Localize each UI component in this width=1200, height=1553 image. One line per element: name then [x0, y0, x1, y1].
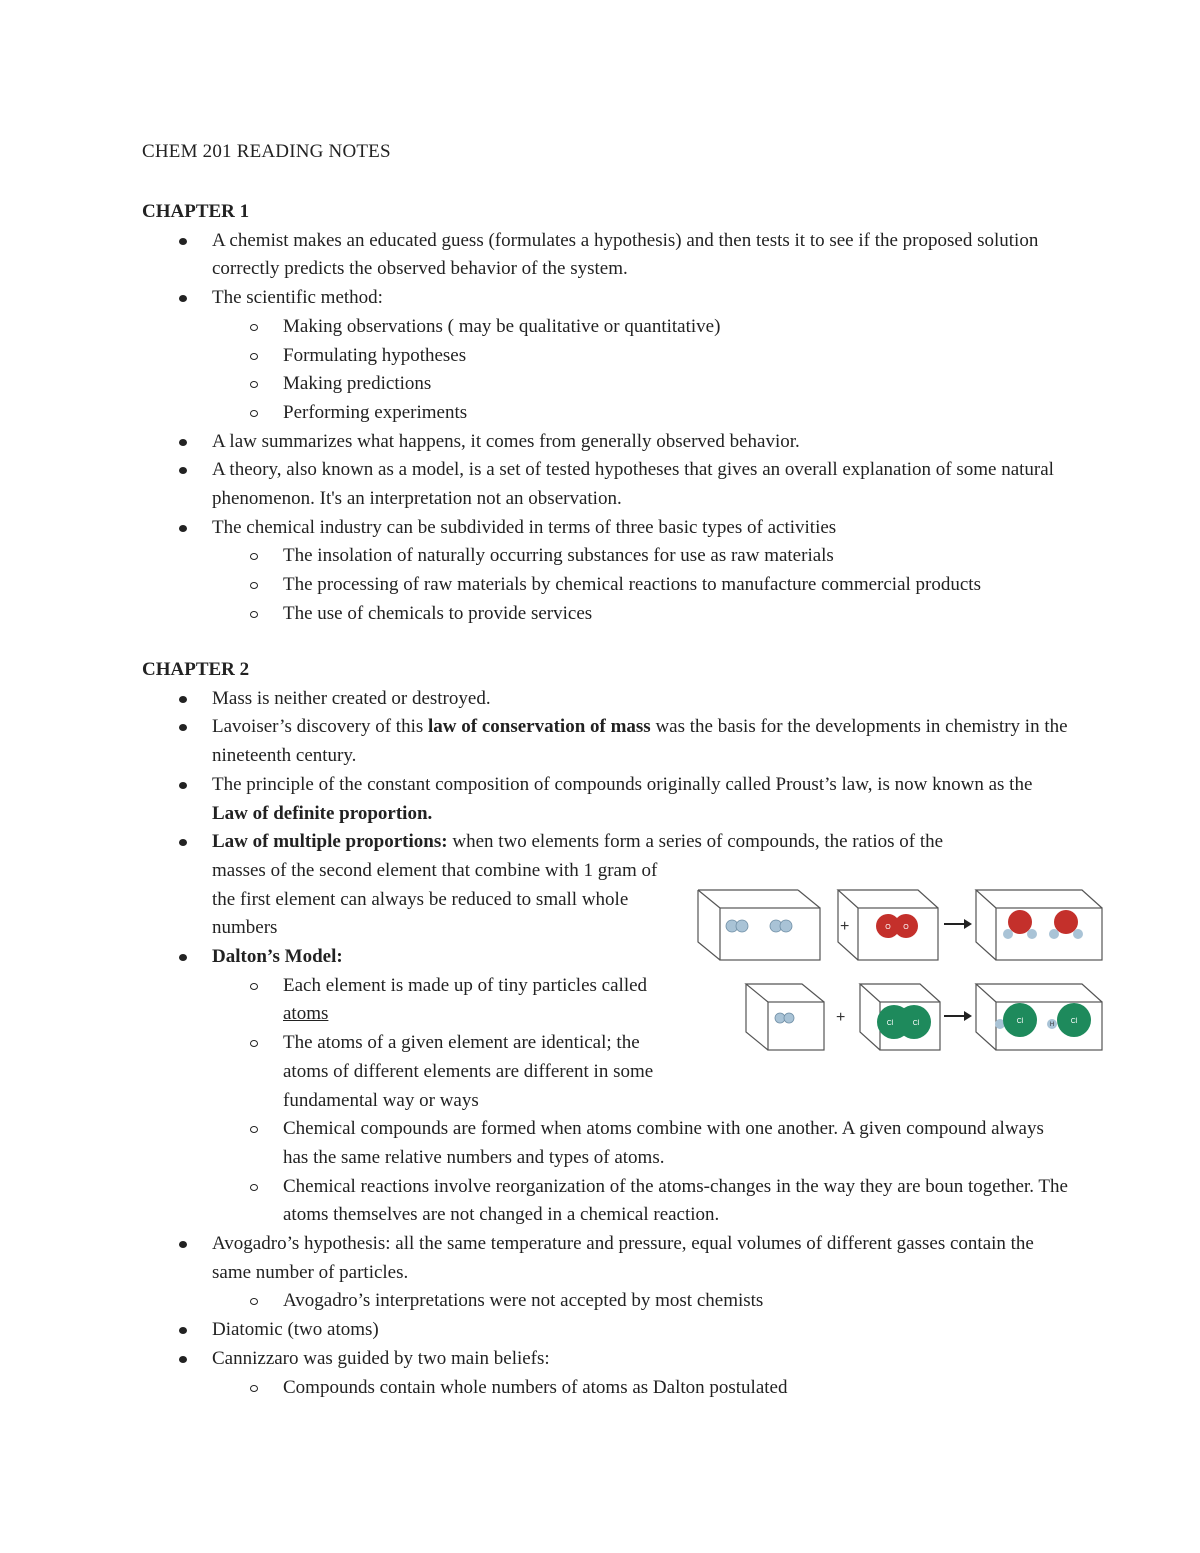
atom-label: Cl [886, 1020, 894, 1027]
list-item: The scientific method: [142, 284, 1072, 313]
reaction-box [976, 890, 1102, 960]
oxygen-molecule-icon [876, 914, 918, 938]
atom-label: O [903, 924, 909, 931]
sub-list-item: Making observations ( may be qualitative or quantitative) [142, 313, 1072, 342]
hydrogen-molecule-icon [726, 920, 748, 932]
water-molecule-icon [1049, 910, 1083, 939]
bold-term: Law of multiple proportions: [212, 831, 448, 853]
list-item: Avogadro’s hypothesis: all the same temperature and pressure, equal volumes of different gasses contain the same number of particles. [142, 1230, 1072, 1287]
text-run [283, 972, 673, 1029]
atom-label: Cl [1016, 1018, 1024, 1025]
text-run: The atoms of a given element are identical; the atoms of different elements are different in some fundamental way or ways [283, 1032, 654, 1111]
bold-term: Law of definite proportion. [212, 802, 433, 824]
plus-sign: + [836, 1009, 846, 1026]
chapter-2-heading: CHAPTER 2 [142, 659, 250, 680]
hydrogen-molecule-icon [770, 920, 792, 932]
sub-list-item: Formulating hypotheses [142, 342, 1072, 371]
text-run: Each element is made up of tiny particles called [283, 974, 648, 996]
list-item: A law summarizes what happens, it comes from generally observed behavior. [142, 428, 1072, 457]
chapter-1-section [142, 198, 1072, 629]
hydrogen-molecule-icon [775, 1013, 794, 1023]
text-run: The principle of the constant composition of compounds originally called Proust’s law, is now known as the [212, 773, 1033, 795]
hydrogen-chloride-molecule-icon [995, 1003, 1037, 1037]
reaction-diagram [690, 880, 1110, 1060]
list-item: The chemical industry can be subdivided in terms of three basic types of activities [142, 514, 1072, 543]
underlined-term: atoms [283, 1003, 329, 1025]
atom-label: O [885, 924, 891, 931]
list-item [142, 771, 1072, 828]
sub-list-item: The use of chemicals to provide services [142, 600, 1072, 629]
text-run: masses of the second element that combine with 1 gram of the first element can always be reduced to small whole numbers [212, 859, 658, 939]
water-molecule-icon [1003, 910, 1037, 939]
hydrogen-chloride-molecule-icon [1047, 1003, 1091, 1037]
bold-term: law of conservation of mass [428, 716, 651, 738]
text-run: when two elements form a series of compounds, the ratios of the [447, 831, 944, 853]
plus-sign: + [840, 918, 850, 935]
arrow-right-icon [944, 919, 972, 929]
list-item: Cannizzaro was guided by two main beliefs: [142, 1345, 1072, 1374]
list-item: Diatomic (two atoms) [142, 1316, 1072, 1345]
atom-label: Cl [912, 1020, 920, 1027]
reaction-box [698, 890, 820, 960]
chlorine-molecule-icon [877, 1005, 931, 1039]
document-title: CHEM 201 READING NOTES [142, 141, 391, 162]
atom-label: Cl [1070, 1018, 1078, 1025]
sub-list-item: The insolation of naturally occurring substances for use as raw materials [142, 542, 1072, 571]
list-item: Mass is neither created or destroyed. [142, 685, 1072, 714]
sub-list-item: Performing experiments [142, 399, 1072, 428]
text-run: was the basis for the developments in chemistry in the nineteenth century. [212, 716, 1068, 767]
sub-list-item: Making predictions [142, 370, 1072, 399]
atom-label: H [1049, 1022, 1055, 1028]
sub-list-item: Chemical compounds are formed when atoms combine with one another. A given compound always has the same relative numbers and types of atoms. [142, 1115, 1072, 1172]
chapter-1-list [142, 227, 1072, 629]
list-item: A theory, also known as a model, is a set of tested hypotheses that gives an overall explanation of some natural phenomenon. It's an interpretation not an observation. [142, 456, 1072, 513]
bold-term: Dalton’s Model: [212, 946, 343, 968]
sub-list-item: The processing of raw materials by chemical reactions to manufacture commercial products [142, 571, 1072, 600]
sub-list-item: Avogadro’s interpretations were not accepted by most chemists [142, 1287, 1072, 1316]
list-item: A chemist makes an educated guess (formulates a hypothesis) and then tests it to see if the proposed solution correctly predicts the observed behavior of the system. [142, 227, 1072, 284]
list-item [142, 713, 1072, 770]
sub-list-item: Chemical reactions involve reorganization of the atoms-changes in the way they are boun together. The atoms themselves are not changed in a chemical reaction. [142, 1173, 1072, 1230]
arrow-right-icon [944, 1011, 972, 1021]
text-run: Lavoiser’s discovery of this [212, 716, 428, 738]
chapter-1-heading: CHAPTER 1 [142, 201, 250, 222]
sub-list-item: Compounds contain whole numbers of atoms as Dalton postulated [142, 1374, 1072, 1403]
